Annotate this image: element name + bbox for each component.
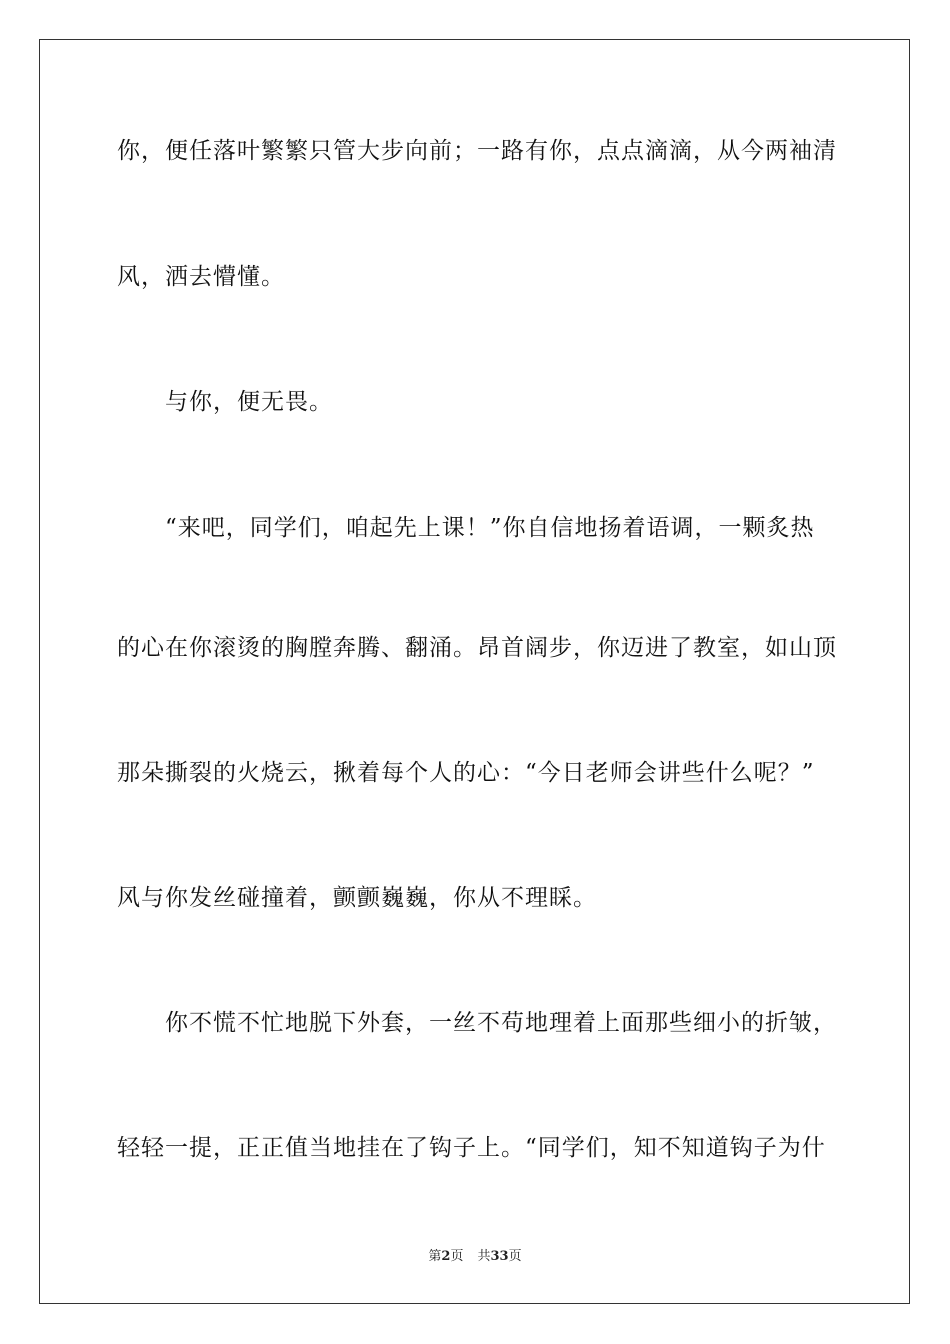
page-number: 2 [441,1249,451,1264]
text-line: 的心在你滚烫的胸膛奔腾、翻涌。昂首阔步，你迈进了教室，如山顶 [117,635,837,661]
text-line: 风，洒去懵懂。 [117,264,285,290]
page-border [39,39,910,1304]
text-line: 你，便任落叶繁繁只管大步向前；一路有你，点点滴滴，从今两袖清 [117,138,837,164]
text-line: “来吧，同学们，咱起先上课！”你自信地扬着语调，一颗炙热 [165,515,815,541]
text-line: 风与你发丝碰撞着，颤颤巍巍，你从不理睬。 [117,885,597,911]
text-line: 与你，便无畏。 [165,389,333,415]
text-line: 那朵撕裂的火烧云，揪着每个人的心：“今日老师会讲些什么呢？” [117,760,815,786]
page-footer [0,1248,950,1266]
total-suffix: 页 [508,1249,522,1264]
page-prefix: 第 [428,1249,442,1264]
total-pages: 33 [490,1249,509,1264]
text-line: 你不慌不忙地脱下外套，一丝不苟地理着上面那些细小的折皱， [165,1010,837,1036]
total-prefix: 共 [477,1249,491,1264]
page-suffix: 页 [450,1249,464,1264]
text-line: 轻轻一提，正正值当地挂在了钩子上。“同学们，知不知道钩子为什 [117,1135,826,1161]
